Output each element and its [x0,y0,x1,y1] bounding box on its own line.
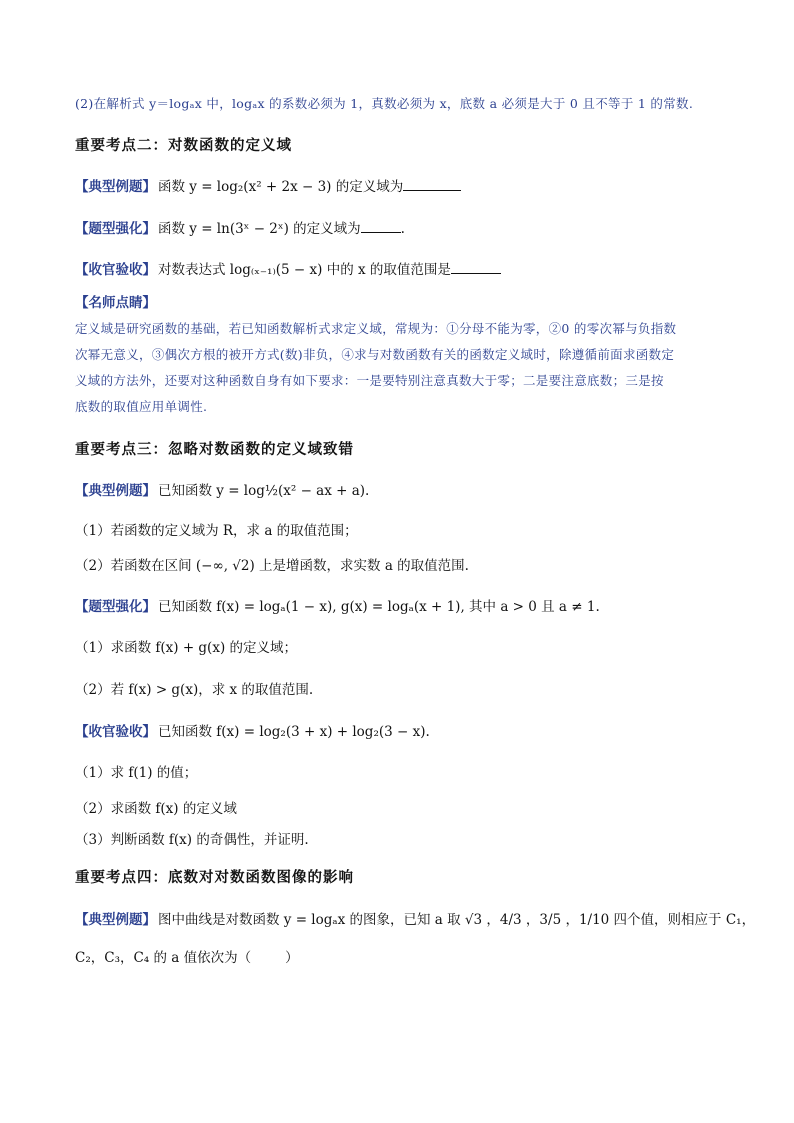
section2-heading: 重要考点二：对数函数的定义域 [75,138,292,154]
question-text: 函数 y = log₂(x² + 2x − 3) 的定义域为 [158,179,404,195]
tag-typical-example: 【典型例题】 [75,179,156,195]
section3-q3-part3: （3）判断函数 f(x) 的奇偶性，并证明. [75,832,309,848]
section2-q1 [75,176,734,197]
section3-q2-part1: （1）求函数 f(x) + g(x) 的定义域； [75,640,297,656]
tip-line-4: 底数的取值应用单调性. [75,399,208,414]
section3-q3 [75,722,734,742]
section4-q1-line2 [75,948,734,968]
tag-typical-example: 【典型例题】 [75,483,156,499]
tag-typical-example: 【典型例题】 [75,912,156,928]
tag-reinforce: 【题型强化】 [75,221,156,237]
answer-blank[interactable] [361,218,401,233]
question-text: 已知函数 f(x) = log₂(3 + x) + log₂(3 − x). [158,724,430,740]
note-line: (2)在解析式 y＝logₐx 中，logₐx 的系数必须为 1，真数必须为 x，底数 a 必须是大于 0 且不等于 1 的常数. [75,96,694,111]
section2-q2: 【题型强化】 函数 y = ln(3ˣ − 2ˣ) 的定义域为 . [75,218,734,239]
question-text: 函数 y = ln(3ˣ − 2ˣ) 的定义域为 [158,221,361,237]
tip-line-3: 义域的方法外，还要对这种函数自身有如下要求：一是要特别注意真数大于零；二是要注意底数；三是按 [75,373,664,388]
tag-final-check: 【收官验收】 [75,724,156,740]
section3-q1-part2: （2）若函数在区间 (−∞, √2) 上是增函数，求实数 a 的取值范围. [75,558,469,574]
section2-q3 [75,259,734,280]
answer-blank[interactable] [451,259,501,274]
answer-blank[interactable] [403,176,461,191]
section4-heading: 重要考点四：底数对对数函数图像的影响 [75,870,354,886]
tip-line-2: 次幂无意义，③偶次方根的被开方式(数)非负，④求与对数函数有关的函数定义域时，除遵循前面求函数定 [75,347,675,362]
question-text: 已知函数 y = log½(x² − ax + a). [158,483,370,499]
section4-q1-line1 [75,910,756,930]
question-text: 已知函数 f(x) = logₐ(1 − x), g(x) = logₐ(x + 1), 其中 a > 0 且 a ≠ 1. [158,599,600,615]
tag-reinforce: 【题型强化】 [75,599,156,615]
closing-paren: ） [285,950,299,966]
section3-q3-part1: （1）求 f(1) 的值； [75,765,198,781]
tag-teacher-tip: 【名师点睛】 [75,295,156,311]
question-text-continued: C₂，C₃，C₄ 的 a 值依次为（ [75,950,252,966]
tip-heading [75,293,734,313]
section3-q1-part1: （1）若函数的定义域为 R，求 a 的取值范围； [75,523,358,539]
section3-q2-part2: （2）若 f(x) > g(x)，求 x 的取值范围. [75,682,314,698]
section3-q2 [75,597,734,617]
tip-line-1: 定义域是研究函数的基础，若已知函数解析式求定义域，常规为：①分母不能为零，②0 的零次幂与负指数 [75,321,677,336]
question-text: 图中曲线是对数函数 y = logₐx 的图象，已知 a 取 √3 ，4/3 ，3/5 ，1/10 四个值，则相应于 C₁， [158,912,756,928]
section3-q3-part2: （2）求函数 f(x) 的定义域 [75,801,237,817]
section3-q1 [75,481,734,501]
tag-final-check: 【收官验收】 [75,262,156,278]
question-text: 对数表达式 log₍ₓ₋₁₎(5 − x) 中的 x 的取值范围是 [158,262,451,278]
section3-heading: 重要考点三：忽略对数函数的定义域致错 [75,442,354,458]
